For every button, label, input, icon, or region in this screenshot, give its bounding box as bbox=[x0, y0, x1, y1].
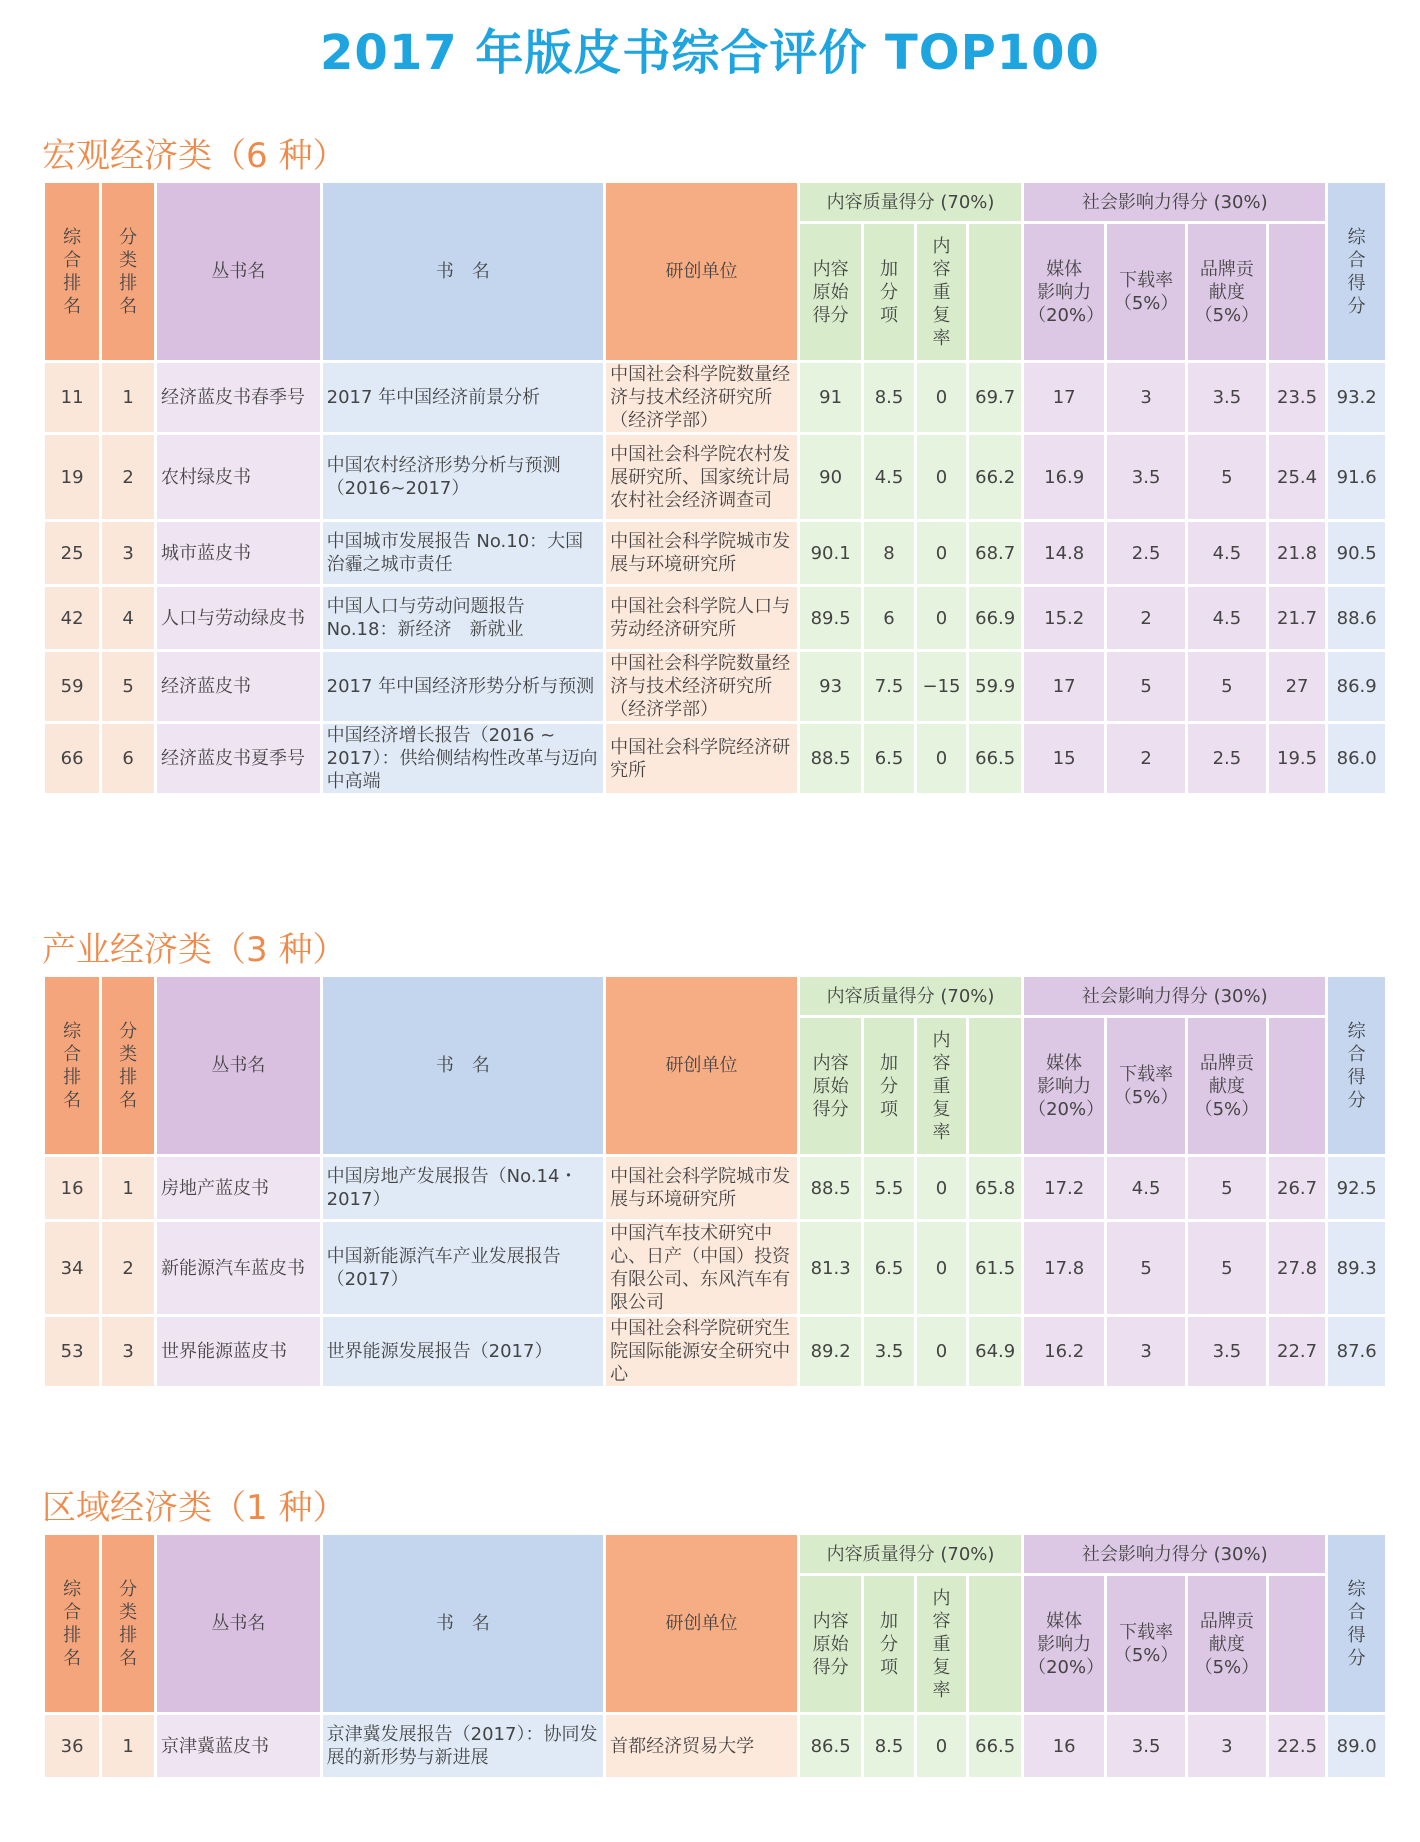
cell-social-sum: 27 bbox=[1269, 652, 1326, 721]
cell-dup: 0 bbox=[917, 363, 966, 432]
cell-book: 中国城市发展报告 No.10：大国治霾之城市责任 bbox=[323, 522, 603, 584]
cell-cat-rank: 1 bbox=[102, 1157, 154, 1219]
header-quality-sum bbox=[969, 1018, 1021, 1154]
cell-bonus: 6 bbox=[864, 587, 913, 649]
cell-book: 2017 年中国经济形势分析与预测 bbox=[323, 652, 603, 721]
cell-raw: 90.1 bbox=[800, 522, 861, 584]
cell-cat-rank: 3 bbox=[102, 1317, 154, 1386]
cell-media: 16.9 bbox=[1024, 435, 1104, 519]
cell-dup: 0 bbox=[917, 1715, 966, 1777]
cell-social-sum: 19.5 bbox=[1269, 724, 1326, 793]
cell-download: 3.5 bbox=[1107, 1715, 1185, 1777]
cell-download: 2 bbox=[1107, 587, 1185, 649]
header-download: 下载率 （5%） bbox=[1107, 1018, 1185, 1154]
cell-media: 14.8 bbox=[1024, 522, 1104, 584]
score-table bbox=[42, 1532, 1388, 1780]
header-bonus: 加 分 项 bbox=[864, 1018, 913, 1154]
cell-series: 经济蓝皮书夏季号 bbox=[157, 724, 320, 793]
header-rank: 综 合 排 名 bbox=[45, 183, 99, 360]
cell-unit: 中国社会科学院农村发展研究所、国家统计局农村社会经济调查司 bbox=[606, 435, 797, 519]
cell-raw: 90 bbox=[800, 435, 861, 519]
cell-cat-rank: 4 bbox=[102, 587, 154, 649]
cell-total: 90.5 bbox=[1328, 522, 1385, 584]
cell-brand: 5 bbox=[1188, 435, 1266, 519]
cell-cat-rank: 6 bbox=[102, 724, 154, 793]
cell-rank: 34 bbox=[45, 1222, 99, 1314]
header-dup: 内 容 重 复 率 bbox=[917, 224, 966, 360]
header-download: 下载率 （5%） bbox=[1107, 1576, 1185, 1712]
header-dup: 内 容 重 复 率 bbox=[917, 1018, 966, 1154]
cell-total: 88.6 bbox=[1328, 587, 1385, 649]
table-row bbox=[45, 1222, 1385, 1314]
cell-bonus: 3.5 bbox=[864, 1317, 913, 1386]
table-row bbox=[45, 363, 1385, 432]
header-quality-sum bbox=[969, 224, 1021, 360]
cell-unit: 中国社会科学院城市发展与环境研究所 bbox=[606, 522, 797, 584]
cell-book: 京津冀发展报告（2017）：协同发展的新形势与新进展 bbox=[323, 1715, 603, 1777]
header-rank: 综 合 排 名 bbox=[45, 977, 99, 1154]
cell-book: 中国经济增长报告（2016 ~ 2017）：供给侧结构性改革与迈向中高端 bbox=[323, 724, 603, 793]
cell-rank: 11 bbox=[45, 363, 99, 432]
header-social: 社会影响力得分 (30%) bbox=[1024, 977, 1325, 1015]
header-series: 丛书名 bbox=[157, 1535, 320, 1712]
cell-book: 中国农村经济形势分析与预测（2016~2017） bbox=[323, 435, 603, 519]
cell-bonus: 6.5 bbox=[864, 724, 913, 793]
cell-cat-rank: 1 bbox=[102, 1715, 154, 1777]
cell-bonus: 8.5 bbox=[864, 1715, 913, 1777]
cell-series: 房地产蓝皮书 bbox=[157, 1157, 320, 1219]
cell-social-sum: 26.7 bbox=[1269, 1157, 1326, 1219]
cell-series: 京津冀蓝皮书 bbox=[157, 1715, 320, 1777]
header-raw: 内容 原始 得分 bbox=[800, 1018, 861, 1154]
cell-unit: 中国社会科学院人口与劳动经济研究所 bbox=[606, 587, 797, 649]
header-social: 社会影响力得分 (30%) bbox=[1024, 1535, 1325, 1573]
cell-total: 92.5 bbox=[1328, 1157, 1385, 1219]
cell-download: 3 bbox=[1107, 363, 1185, 432]
cell-unit: 中国汽车技术研究中心、日产（中国）投资有限公司、东风汽车有限公司 bbox=[606, 1222, 797, 1314]
cell-raw: 93 bbox=[800, 652, 861, 721]
table-row bbox=[45, 587, 1385, 649]
cell-bonus: 5.5 bbox=[864, 1157, 913, 1219]
header-book: 书 名 bbox=[323, 977, 603, 1154]
cell-rank: 59 bbox=[45, 652, 99, 721]
cell-dup: −15 bbox=[917, 652, 966, 721]
cell-series: 新能源汽车蓝皮书 bbox=[157, 1222, 320, 1314]
cell-social-sum: 23.5 bbox=[1269, 363, 1326, 432]
cell-rank: 36 bbox=[45, 1715, 99, 1777]
cell-media: 17 bbox=[1024, 363, 1104, 432]
header-quality: 内容质量得分 (70%) bbox=[800, 183, 1021, 221]
cell-raw: 88.5 bbox=[800, 1157, 861, 1219]
cell-media: 17.8 bbox=[1024, 1222, 1104, 1314]
cell-social-sum: 22.7 bbox=[1269, 1317, 1326, 1386]
cell-brand: 5 bbox=[1188, 652, 1266, 721]
header-cat-rank: 分 类 排 名 bbox=[102, 977, 154, 1154]
header-book: 书 名 bbox=[323, 1535, 603, 1712]
header-raw: 内容 原始 得分 bbox=[800, 1576, 861, 1712]
table-row bbox=[45, 522, 1385, 584]
cell-cat-rank: 5 bbox=[102, 652, 154, 721]
cell-series: 经济蓝皮书 bbox=[157, 652, 320, 721]
cell-social-sum: 21.8 bbox=[1269, 522, 1326, 584]
cell-bonus: 8 bbox=[864, 522, 913, 584]
cell-quality-sum: 69.7 bbox=[969, 363, 1021, 432]
cell-media: 15 bbox=[1024, 724, 1104, 793]
cell-unit: 首都经济贸易大学 bbox=[606, 1715, 797, 1777]
header-media: 媒体 影响力 （20%） bbox=[1024, 1018, 1104, 1154]
cell-series: 农村绿皮书 bbox=[157, 435, 320, 519]
header-brand: 品牌贡 献度 （5%） bbox=[1188, 224, 1266, 360]
cell-quality-sum: 68.7 bbox=[969, 522, 1021, 584]
header-raw: 内容 原始 得分 bbox=[800, 224, 861, 360]
table-row bbox=[45, 724, 1385, 793]
cell-book: 中国房地产发展报告（No.14・2017） bbox=[323, 1157, 603, 1219]
header-media: 媒体 影响力 （20%） bbox=[1024, 1576, 1104, 1712]
header-social: 社会影响力得分 (30%) bbox=[1024, 183, 1325, 221]
cell-dup: 0 bbox=[917, 724, 966, 793]
cell-media: 16 bbox=[1024, 1715, 1104, 1777]
header-cat-rank: 分 类 排 名 bbox=[102, 183, 154, 360]
cell-media: 15.2 bbox=[1024, 587, 1104, 649]
cell-rank: 53 bbox=[45, 1317, 99, 1386]
cell-brand: 3.5 bbox=[1188, 363, 1266, 432]
cell-bonus: 8.5 bbox=[864, 363, 913, 432]
table-row bbox=[45, 652, 1385, 721]
cell-unit: 中国社会科学院经济研究所 bbox=[606, 724, 797, 793]
cell-dup: 0 bbox=[917, 1222, 966, 1314]
header-quality-sum bbox=[969, 1576, 1021, 1712]
cell-quality-sum: 65.8 bbox=[969, 1157, 1021, 1219]
cell-brand: 4.5 bbox=[1188, 587, 1266, 649]
cell-rank: 42 bbox=[45, 587, 99, 649]
header-series: 丛书名 bbox=[157, 977, 320, 1154]
header-media: 媒体 影响力 （20%） bbox=[1024, 224, 1104, 360]
header-total: 综 合 得 分 bbox=[1328, 183, 1385, 360]
cell-unit: 中国社会科学院研究生院国际能源安全研究中心 bbox=[606, 1317, 797, 1386]
cell-total: 86.0 bbox=[1328, 724, 1385, 793]
page-title: 2017 年版皮书综合评价 TOP100 bbox=[320, 25, 1100, 81]
header-book: 书 名 bbox=[323, 183, 603, 360]
header-unit: 研创单位 bbox=[606, 183, 797, 360]
cell-total: 91.6 bbox=[1328, 435, 1385, 519]
cell-dup: 0 bbox=[917, 435, 966, 519]
header-bonus: 加 分 项 bbox=[864, 1576, 913, 1712]
cell-cat-rank: 2 bbox=[102, 1222, 154, 1314]
cell-download: 2 bbox=[1107, 724, 1185, 793]
cell-social-sum: 27.8 bbox=[1269, 1222, 1326, 1314]
cell-book: 中国人口与劳动问题报告 No.18：新经济 新就业 bbox=[323, 587, 603, 649]
cell-rank: 19 bbox=[45, 435, 99, 519]
cell-dup: 0 bbox=[917, 1157, 966, 1219]
cell-book: 中国新能源汽车产业发展报告（2017） bbox=[323, 1222, 603, 1314]
cell-total: 89.3 bbox=[1328, 1222, 1385, 1314]
header-brand: 品牌贡 献度 （5%） bbox=[1188, 1018, 1266, 1154]
header-quality: 内容质量得分 (70%) bbox=[800, 977, 1021, 1015]
section-title: 产业经济类（3 种） bbox=[42, 930, 347, 970]
cell-quality-sum: 66.9 bbox=[969, 587, 1021, 649]
cell-raw: 88.5 bbox=[800, 724, 861, 793]
cell-book: 世界能源发展报告（2017） bbox=[323, 1317, 603, 1386]
cell-download: 5 bbox=[1107, 1222, 1185, 1314]
cell-brand: 5 bbox=[1188, 1222, 1266, 1314]
cell-quality-sum: 59.9 bbox=[969, 652, 1021, 721]
header-social-sum bbox=[1269, 1018, 1326, 1154]
cell-download: 3.5 bbox=[1107, 435, 1185, 519]
cell-series: 经济蓝皮书春季号 bbox=[157, 363, 320, 432]
cell-unit: 中国社会科学院数量经济与技术经济研究所（经济学部） bbox=[606, 652, 797, 721]
cell-raw: 91 bbox=[800, 363, 861, 432]
header-unit: 研创单位 bbox=[606, 1535, 797, 1712]
cell-rank: 25 bbox=[45, 522, 99, 584]
header-rank: 综 合 排 名 bbox=[45, 1535, 99, 1712]
header-series: 丛书名 bbox=[157, 183, 320, 360]
cell-raw: 81.3 bbox=[800, 1222, 861, 1314]
cell-dup: 0 bbox=[917, 587, 966, 649]
header-download: 下载率 （5%） bbox=[1107, 224, 1185, 360]
cell-quality-sum: 66.2 bbox=[969, 435, 1021, 519]
cell-quality-sum: 64.9 bbox=[969, 1317, 1021, 1386]
section-title: 宏观经济类（6 种） bbox=[42, 136, 347, 176]
cell-unit: 中国社会科学院城市发展与环境研究所 bbox=[606, 1157, 797, 1219]
header-total: 综 合 得 分 bbox=[1328, 1535, 1385, 1712]
cell-social-sum: 21.7 bbox=[1269, 587, 1326, 649]
cell-quality-sum: 61.5 bbox=[969, 1222, 1021, 1314]
cell-brand: 5 bbox=[1188, 1157, 1266, 1219]
cell-brand: 2.5 bbox=[1188, 724, 1266, 793]
cell-dup: 0 bbox=[917, 522, 966, 584]
cell-series: 世界能源蓝皮书 bbox=[157, 1317, 320, 1386]
cell-download: 5 bbox=[1107, 652, 1185, 721]
cell-social-sum: 25.4 bbox=[1269, 435, 1326, 519]
cell-cat-rank: 3 bbox=[102, 522, 154, 584]
table-row bbox=[45, 1715, 1385, 1777]
cell-rank: 16 bbox=[45, 1157, 99, 1219]
cell-total: 89.0 bbox=[1328, 1715, 1385, 1777]
cell-raw: 89.2 bbox=[800, 1317, 861, 1386]
cell-total: 93.2 bbox=[1328, 363, 1385, 432]
cell-series: 人口与劳动绿皮书 bbox=[157, 587, 320, 649]
cell-book: 2017 年中国经济前景分析 bbox=[323, 363, 603, 432]
cell-brand: 4.5 bbox=[1188, 522, 1266, 584]
cell-download: 2.5 bbox=[1107, 522, 1185, 584]
table-row bbox=[45, 1317, 1385, 1386]
header-unit: 研创单位 bbox=[606, 977, 797, 1154]
cell-media: 17.2 bbox=[1024, 1157, 1104, 1219]
section-title: 区域经济类（1 种） bbox=[42, 1488, 347, 1528]
table-row bbox=[45, 1157, 1385, 1219]
header-cat-rank: 分 类 排 名 bbox=[102, 1535, 154, 1712]
cell-series: 城市蓝皮书 bbox=[157, 522, 320, 584]
cell-dup: 0 bbox=[917, 1317, 966, 1386]
cell-total: 87.6 bbox=[1328, 1317, 1385, 1386]
header-social-sum bbox=[1269, 224, 1326, 360]
header-bonus: 加 分 项 bbox=[864, 224, 913, 360]
header-brand: 品牌贡 献度 （5%） bbox=[1188, 1576, 1266, 1712]
cell-unit: 中国社会科学院数量经济与技术经济研究所（经济学部） bbox=[606, 363, 797, 432]
header-quality: 内容质量得分 (70%) bbox=[800, 1535, 1021, 1573]
cell-raw: 86.5 bbox=[800, 1715, 861, 1777]
header-dup: 内 容 重 复 率 bbox=[917, 1576, 966, 1712]
cell-cat-rank: 2 bbox=[102, 435, 154, 519]
header-total: 综 合 得 分 bbox=[1328, 977, 1385, 1154]
score-table bbox=[42, 974, 1388, 1389]
cell-social-sum: 22.5 bbox=[1269, 1715, 1326, 1777]
cell-media: 17 bbox=[1024, 652, 1104, 721]
cell-cat-rank: 1 bbox=[102, 363, 154, 432]
cell-download: 3 bbox=[1107, 1317, 1185, 1386]
cell-download: 4.5 bbox=[1107, 1157, 1185, 1219]
cell-media: 16.2 bbox=[1024, 1317, 1104, 1386]
table-row bbox=[45, 435, 1385, 519]
cell-bonus: 6.5 bbox=[864, 1222, 913, 1314]
cell-brand: 3 bbox=[1188, 1715, 1266, 1777]
cell-quality-sum: 66.5 bbox=[969, 1715, 1021, 1777]
header-social-sum bbox=[1269, 1576, 1326, 1712]
cell-rank: 66 bbox=[45, 724, 99, 793]
cell-total: 86.9 bbox=[1328, 652, 1385, 721]
cell-bonus: 7.5 bbox=[864, 652, 913, 721]
score-table bbox=[42, 180, 1388, 796]
cell-raw: 89.5 bbox=[800, 587, 861, 649]
cell-brand: 3.5 bbox=[1188, 1317, 1266, 1386]
cell-bonus: 4.5 bbox=[864, 435, 913, 519]
cell-quality-sum: 66.5 bbox=[969, 724, 1021, 793]
